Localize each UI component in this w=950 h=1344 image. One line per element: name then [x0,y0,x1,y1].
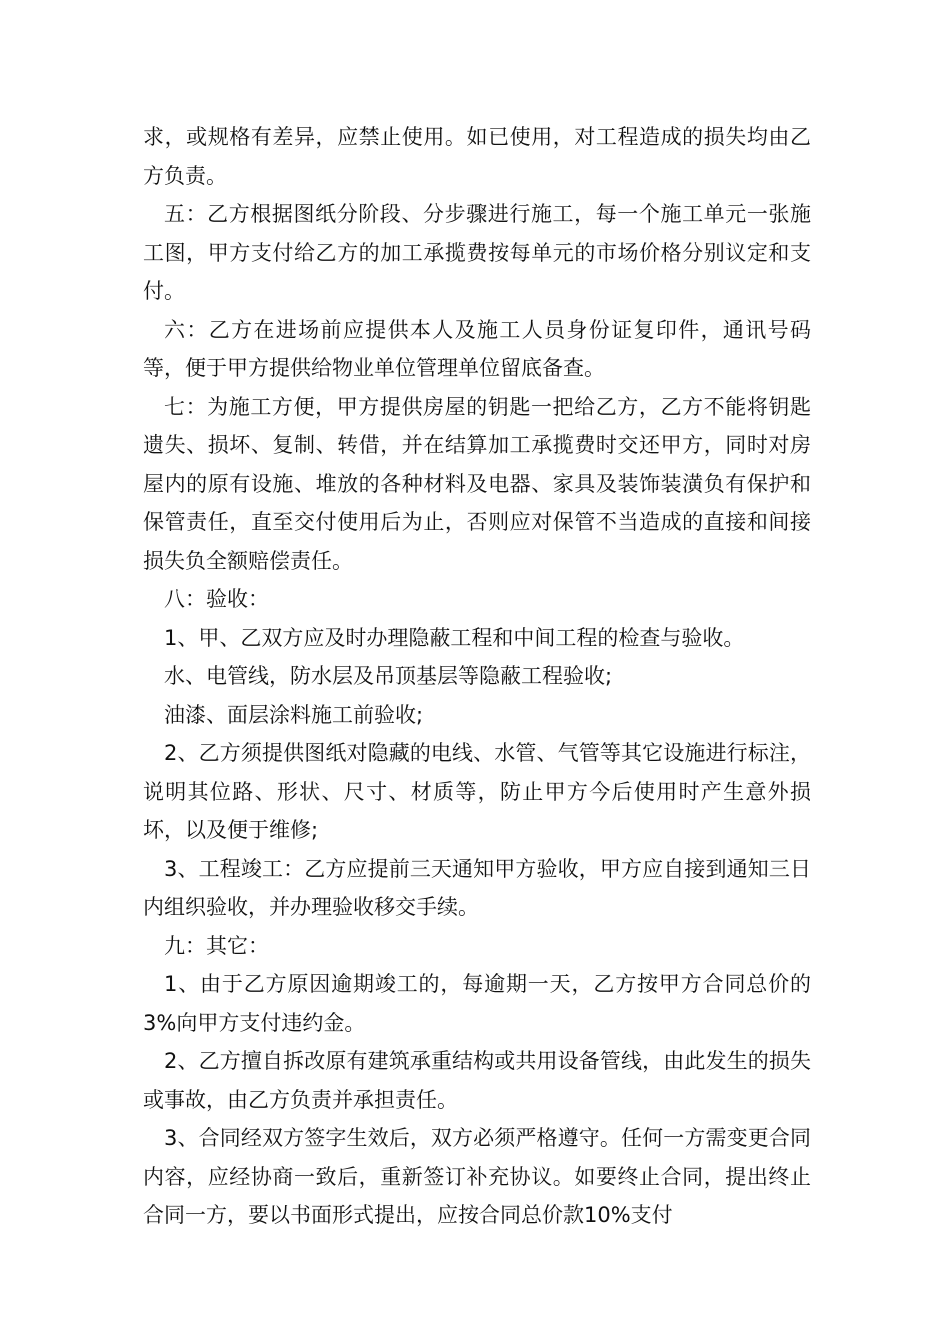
clause-eight-item-1: 1、甲、乙双方应及时办理隐蔽工程和中间工程的检查与验收。 [164,625,745,650]
clause-nine-item-2: 2、乙方擅自拆改原有建筑承重结构或共用设备管线，由此发生的损失或事故，由乙方负责并承担责任。 [143,1049,811,1112]
clause-five: 五：乙方根据图纸分阶段、分步骤进行施工，每一个施工单元一张施工图，甲方支付给乙方的加工承揽费按每单元的市场价格分别议定和支付。 [143,202,811,303]
clause-eight-item-3: 3、工程竣工：乙方应提前三天通知甲方验收，甲方应自接到通知三日内组织验收，并办理验收移交手续。 [143,856,811,919]
clause-eight-item-2: 2、乙方须提供图纸对隐藏的电线、水管、气管等其它设施进行标注，说明其位路、形状、尺寸、材质等，防止甲方今后使用时产生意外损坏，以及便于维修; [143,741,811,842]
clause-six: 六：乙方在进场前应提供本人及施工人员身份证复印件，通讯号码等，便于甲方提供给物业单位管理单位留底备查。 [143,317,811,380]
clause-seven: 七：为施工方便，甲方提供房屋的钥匙一把给乙方，乙方不能将钥匙遗失、损坏、复制、转借，并在结算加工承揽费时交还甲方，同时对房屋内的原有设施、堆放的各种材料及电器、家具及装饰装潢负有保护和保管责任，直至交付使用后为止，否则应对保管不当造成的直接和间接损失负全额赔偿责任。 [143,394,811,573]
clause-nine-item-3: 3、合同经双方签字生效后，双方必须严格遵守。任何一方需变更合同内容，应经协商一致后，重新签订补充协议。如要终止合同，提出终止合同一方，要以书面形式提出，应按合同总价款10%支付 [143,1126,811,1227]
clause-eight-item-1-sub-b: 油漆、面层涂料施工前验收; [164,702,424,727]
document-body [143,118,811,1235]
clause-nine-heading: 九：其它： [164,933,269,958]
clause-eight-item-1-sub-a: 水、电管线，防水层及吊顶基层等隐蔽工程验收; [164,664,613,688]
paragraph-continuation: 求，或规格有差异，应禁止使用。如已使用，对工程造成的损失均由乙方负责。 [143,125,811,188]
clause-eight-heading: 八：验收： [164,587,269,611]
clause-nine-item-1: 1、由于乙方原因逾期竣工的，每逾期一天，乙方按甲方合同总价的3%向甲方支付违约金。 [143,972,811,1035]
